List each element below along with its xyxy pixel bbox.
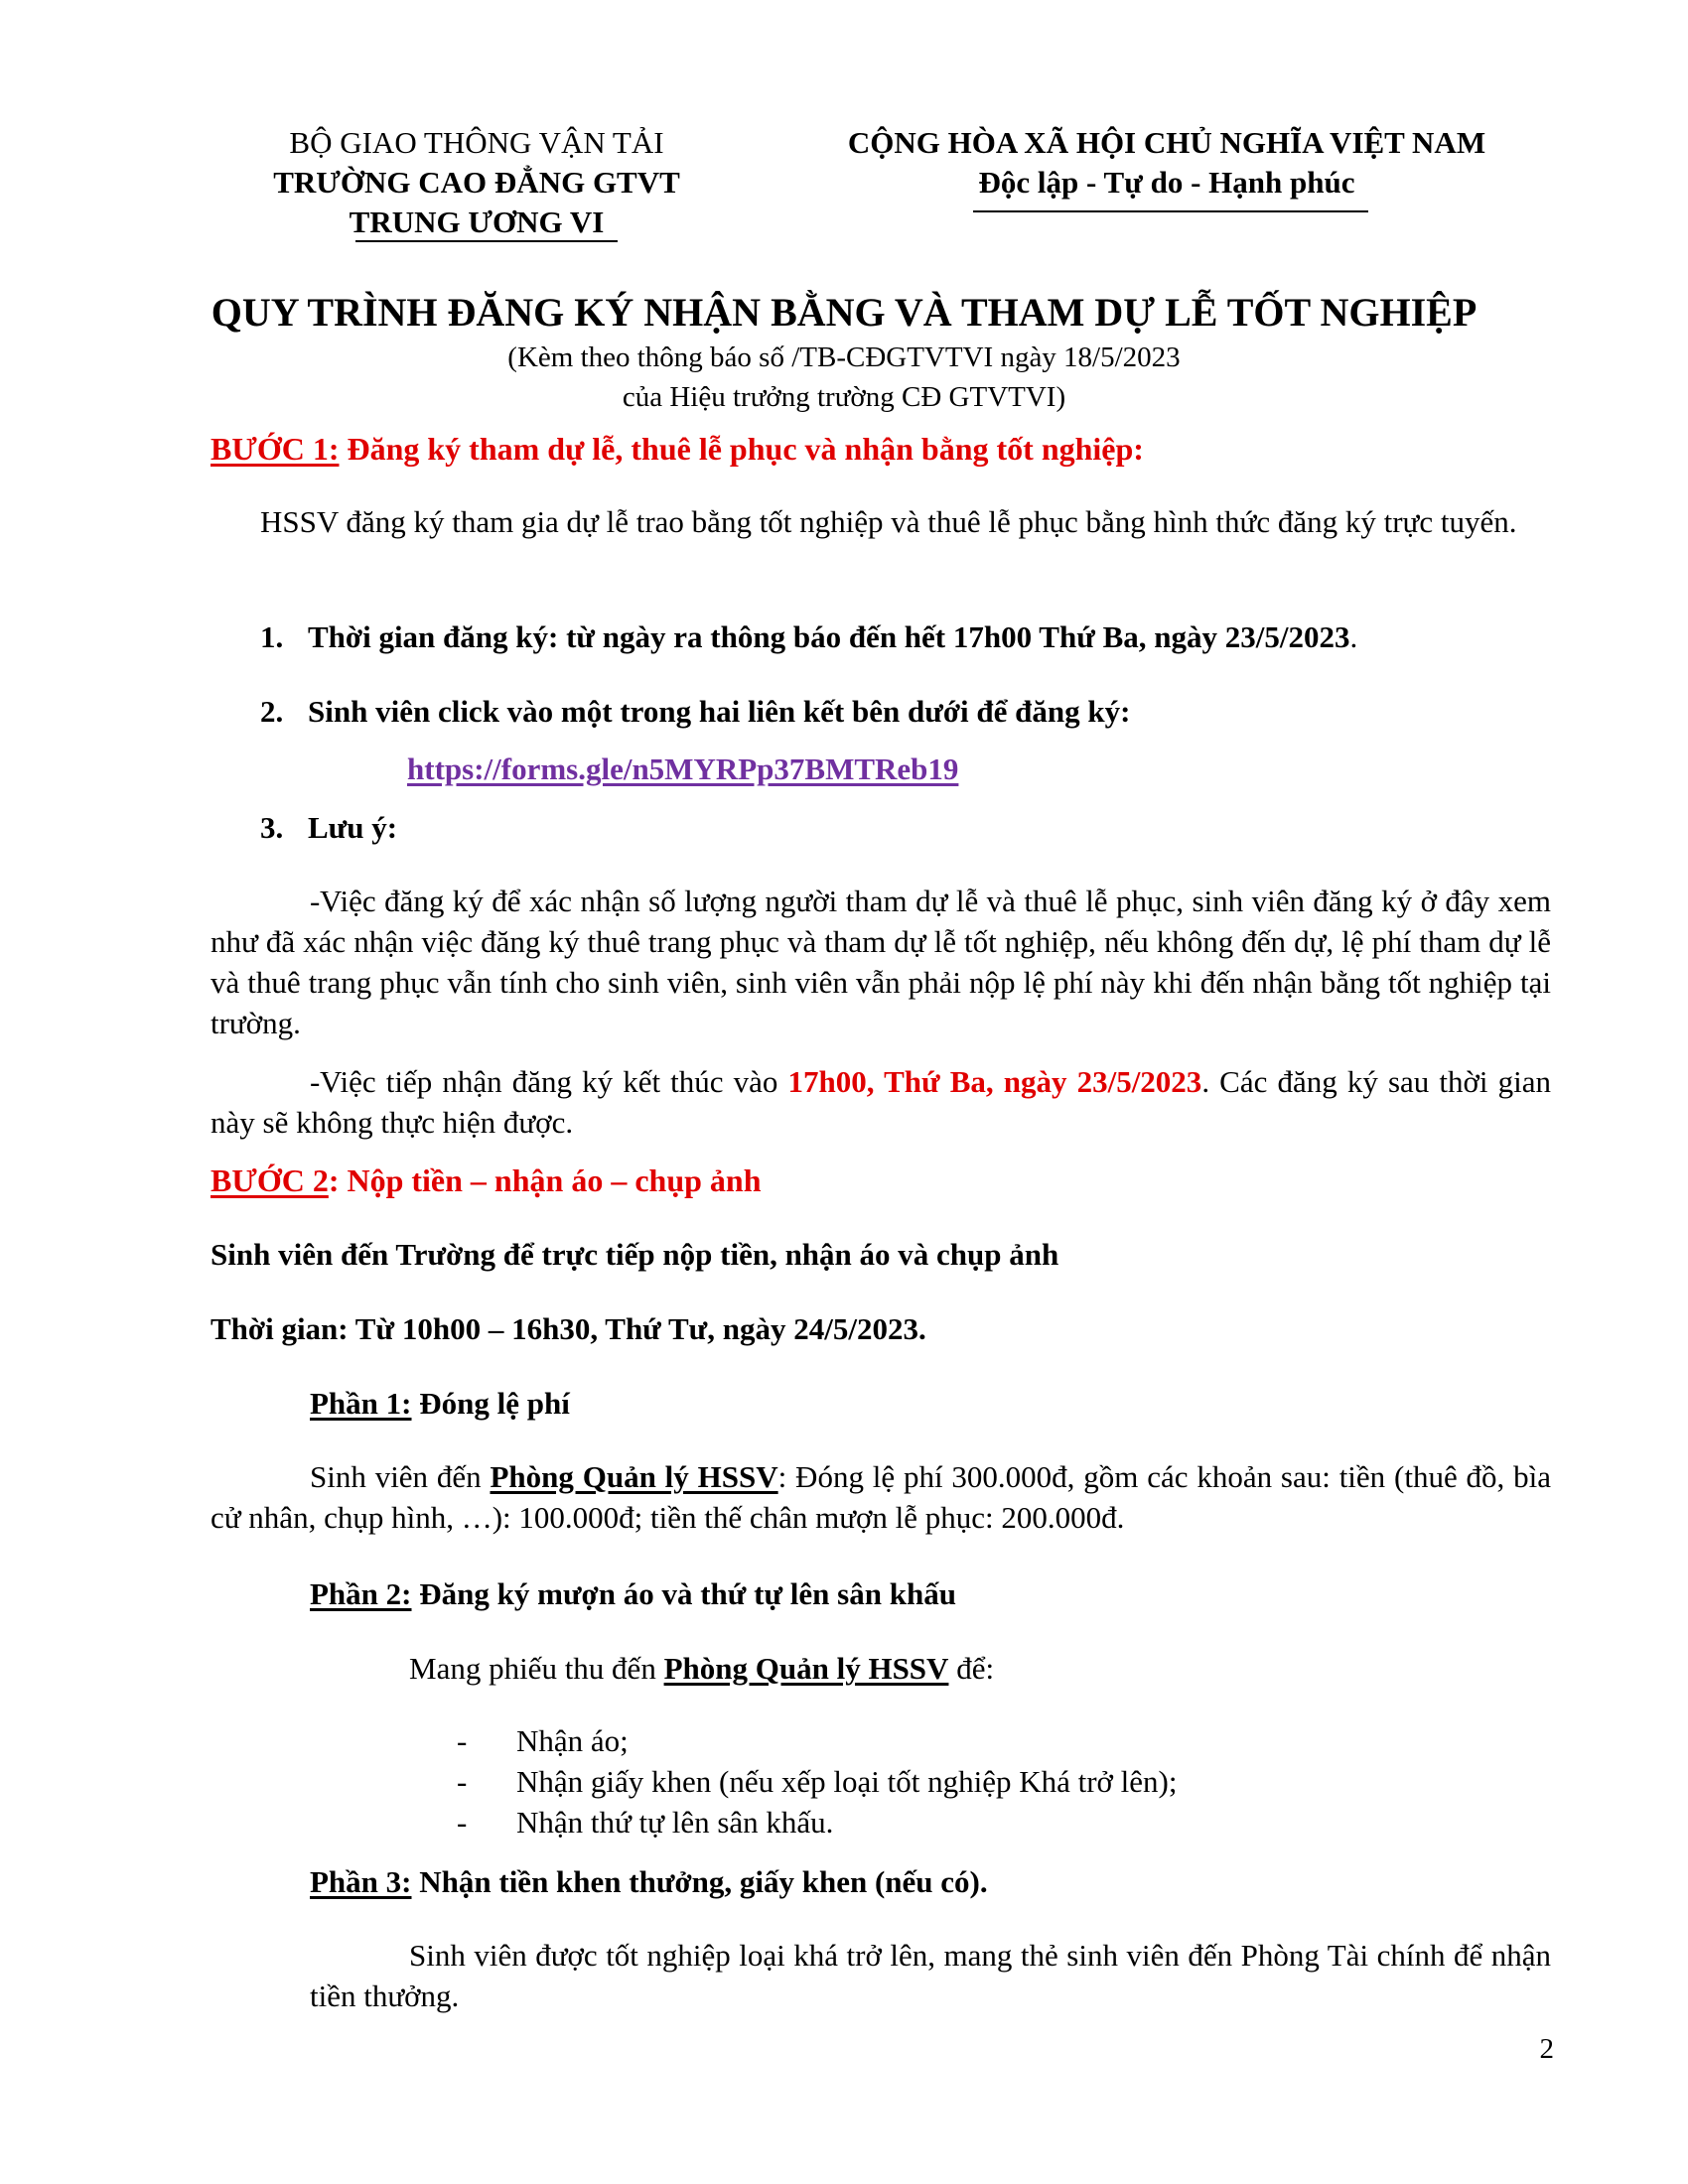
registration-form-link[interactable]: https://forms.gle/n5MYRPp37BMTReb19 xyxy=(407,751,959,786)
step2-line-2: Thời gian: Từ 10h00 – 16h30, Thứ Tư, ngày 24/5/2023. xyxy=(211,1311,926,1346)
document-subtitle xyxy=(99,338,1589,417)
part2-bullet-list xyxy=(457,1720,1549,1843)
step2-line-1: Sinh viên đến Trường để trực tiếp nộp tiền, nhận áo và chụp ảnh xyxy=(211,1237,1059,1272)
national-motto: Độc lập - Tự do - Hạnh phúc xyxy=(978,165,1355,200)
header-left xyxy=(228,123,725,242)
part1-office: Phòng Quản lý HSSV xyxy=(490,1459,778,1494)
step1-title: Đăng ký tham dự lễ, thuê lễ phục và nhận bằng tốt nghiệp: xyxy=(339,431,1144,467)
page-number: 2 xyxy=(1539,2033,1554,2065)
bullet-dash: - xyxy=(457,1764,468,1799)
part3-label: Phần 3: xyxy=(310,1864,412,1899)
note-1-dash: - xyxy=(310,884,321,918)
country-name: CỘNG HÒA XÃ HỘI CHỦ NGHĨA VIỆT NAM xyxy=(847,125,1486,160)
part2-post: để: xyxy=(948,1651,995,1686)
part2-title: Đăng ký mượn áo và thứ tự lên sân khấu xyxy=(411,1576,956,1611)
step2-label: BƯỚC 2 xyxy=(211,1162,329,1198)
item-1-text: Thời gian đăng ký: từ ngày ra thông báo đến hết 17h00 Thứ Ba, ngày 23/5/2023 xyxy=(308,619,1350,654)
part3-heading xyxy=(310,1861,1551,1902)
part1-label: Phần 1: xyxy=(310,1386,412,1421)
step1-item-3 xyxy=(260,807,1551,848)
subtitle-line-1: (Kèm theo thông báo số /TB-CĐGTVTVI ngày 18/5/2023 xyxy=(507,341,1181,373)
bullet-text: Nhận giấy khen (nếu xếp loại tốt nghiệp Khá trở lên); xyxy=(516,1764,1178,1799)
registration-link-row xyxy=(407,749,958,789)
step1-label: BƯỚC 1: xyxy=(211,431,340,467)
part2-office: Phòng Quản lý HSSV xyxy=(663,1651,949,1686)
part2-text xyxy=(409,1648,1551,1689)
header-left-underline xyxy=(355,240,618,242)
note-2 xyxy=(211,1061,1551,1143)
note-2-dash: - xyxy=(310,1064,321,1099)
part3-title: Nhận tiền khen thưởng, giấy khen (nếu có). xyxy=(411,1864,988,1899)
part3-text: Sinh viên được tốt nghiệp loại khá trở lên, mang thẻ sinh viên đến Phòng Tài chính để nhận tiền thưởng. xyxy=(310,1938,1551,2013)
part2-label: Phần 2: xyxy=(310,1576,412,1611)
note-2-deadline: 17h00, Thứ Ba, ngày 23/5/2023 xyxy=(787,1064,1202,1099)
step1-item-2 xyxy=(260,691,1551,732)
document-title: QUY TRÌNH ĐĂNG KÝ NHẬN BẰNG VÀ THAM DỰ LỄ TỐT NGHIỆP xyxy=(211,290,1477,335)
step1-item-1 xyxy=(260,616,1551,657)
school-subname: TRUNG ƯƠNG VI xyxy=(349,205,605,239)
item-1-number: 1. xyxy=(260,619,284,654)
item-3-number: 3. xyxy=(260,810,284,845)
item-3-text: Lưu ý: xyxy=(308,810,398,845)
part1-heading xyxy=(310,1383,1551,1424)
bullet-dash: - xyxy=(457,1723,468,1758)
step2-title: : Nộp tiền – nhận áo – chụp ảnh xyxy=(328,1162,762,1198)
note-2-post: . Các đăng ký sau thời gian này sẽ không thực hiện được. xyxy=(211,1064,1551,1140)
header-right-underline xyxy=(973,210,1368,212)
item-1-tail: . xyxy=(1349,619,1358,654)
list-item xyxy=(457,1802,1549,1843)
part2-pre: Mang phiếu thu đến xyxy=(409,1651,664,1686)
note-2-pre: Việc tiếp nhận đăng ký kết thúc vào xyxy=(320,1064,788,1099)
part1-text xyxy=(211,1456,1551,1538)
part2-heading xyxy=(310,1573,1551,1614)
note-1 xyxy=(211,881,1551,1043)
part1-post: : Đóng lệ phí 300.000đ, gồm các khoản sau: tiền (thuê đồ, bìa cử nhân, chụp hình, …): 100.000đ; tiền thế chân mượn lễ phục: 200.000đ. xyxy=(211,1459,1551,1535)
item-2-number: 2. xyxy=(260,694,284,729)
header-right xyxy=(794,123,1539,203)
list-item xyxy=(457,1720,1549,1761)
note-1-text: Việc đăng ký để xác nhận số lượng người tham dự lễ và thuê lễ phục, sinh viên đăng ký ở đây xem như đã xác nhận việc đăng ký thuê trang phục và tham dự lễ tốt nghiệp, nếu không đến dự, lệ phí tham dự lễ và thuê trang phục vẫn tính cho sinh viên, sinh viên vẫn phải nộp lệ phí này khi đến nhận bằng tốt nghiệp tại trường. xyxy=(211,884,1551,1040)
step1-heading xyxy=(211,429,1551,470)
part1-pre: Sinh viên đến xyxy=(310,1459,491,1494)
list-item xyxy=(457,1761,1549,1802)
step2-heading xyxy=(211,1160,1551,1201)
step1-intro: HSSV đăng ký tham gia dự lễ trao bằng tốt nghiệp và thuê lễ phục bằng hình thức đăng ký trực tuyến. xyxy=(260,504,1517,539)
subtitle-line-2: của Hiệu trưởng trường CĐ GTVTVI) xyxy=(622,381,1066,413)
item-2-text: Sinh viên click vào một trong hai liên kết bên dưới để đăng ký: xyxy=(308,694,1131,729)
bullet-text: Nhận thứ tự lên sân khấu. xyxy=(516,1805,834,1840)
bullet-text: Nhận áo; xyxy=(516,1723,629,1758)
ministry-name: BỘ GIAO THÔNG VẬN TẢI xyxy=(289,125,664,160)
school-name: TRƯỜNG CAO ĐẲNG GTVT xyxy=(273,165,680,200)
bullet-dash: - xyxy=(457,1805,468,1840)
part1-title: Đóng lệ phí xyxy=(411,1386,570,1421)
